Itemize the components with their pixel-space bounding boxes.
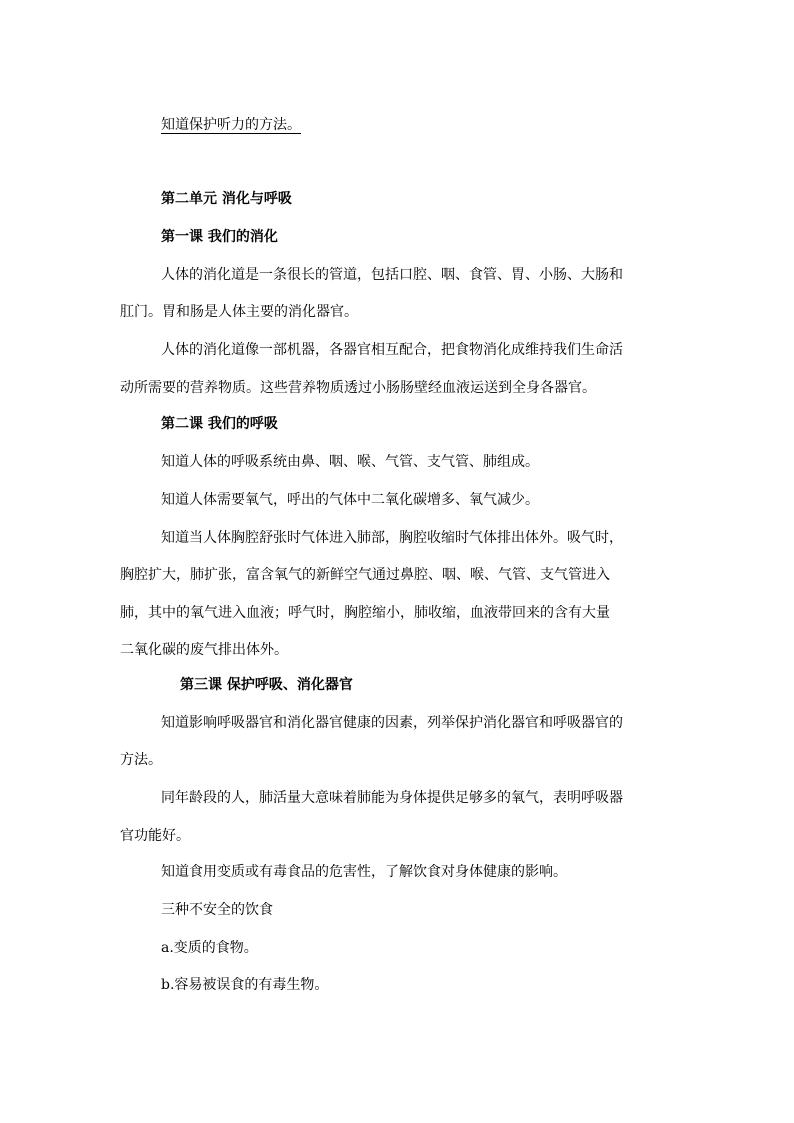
paragraph-line: 知道当人体胸腔舒张时气体进入肺部，胸腔收缩时气体排出体外。吸气时， [161, 530, 623, 546]
paragraph-line: 二氧化碳的废气排出体外。 [120, 642, 288, 658]
paragraph-line: 肛门。胃和肠是人体主要的消化器官。 [120, 304, 358, 320]
lesson-3-title: 第三课 保护呼吸、消化器官 [180, 677, 353, 693]
hearing-protection-line: 知道保护听力的方法。 [161, 117, 301, 133]
paragraph-line: 三种不安全的饮食 [161, 902, 273, 918]
lesson-1-title: 第一课 我们的消化 [161, 229, 278, 245]
paragraph-line: 官功能好。 [120, 828, 190, 844]
paragraph-line: 胸腔扩大，肺扩张，富含氧气的新鲜空气通过鼻腔、咽、喉、气管、支气管进入 [120, 567, 610, 583]
paragraph-line: 知道食用变质或有毒食品的危害性，了解饮食对身体健康的影响。 [161, 864, 567, 880]
list-item: b.容易被误食的有毒生物。 [161, 977, 329, 993]
unit-title: 第二单元 消化与呼吸 [161, 191, 292, 207]
paragraph-line: 肺，其中的氧气进入血液；呼气时，胸腔缩小，肺收缩，血液带回来的含有大量 [120, 605, 610, 621]
paragraph-line: 方法。 [120, 752, 162, 768]
paragraph-line: 人体的消化道像一部机器，各器官相互配合，把食物消化成维持我们生命活 [161, 342, 623, 358]
paragraph-line: 知道人体需要氧气，呼出的气体中二氧化碳增多、氧气减少。 [161, 492, 539, 508]
lesson-2-title: 第二课 我们的呼吸 [161, 416, 278, 432]
list-item: a.变质的食物。 [161, 940, 258, 956]
paragraph-line: 动所需要的营养物质。这些营养物质透过小肠肠壁经血液运送到全身各器官。 [120, 380, 596, 396]
paragraph-line: 人体的消化道是一条很长的管道，包括口腔、咽、食管、胃、小肠、大肠和 [161, 267, 623, 283]
paragraph-line: 同年龄段的人，肺活量大意味着肺能为身体提供足够多的氧气，表明呼吸器 [161, 790, 623, 806]
paragraph-line: 知道人体的呼吸系统由鼻、咽、喉、气管、支气管、肺组成。 [161, 454, 539, 470]
paragraph-line: 知道影响呼吸器官和消化器官健康的因素，列举保护消化器官和呼吸器官的 [161, 715, 623, 731]
